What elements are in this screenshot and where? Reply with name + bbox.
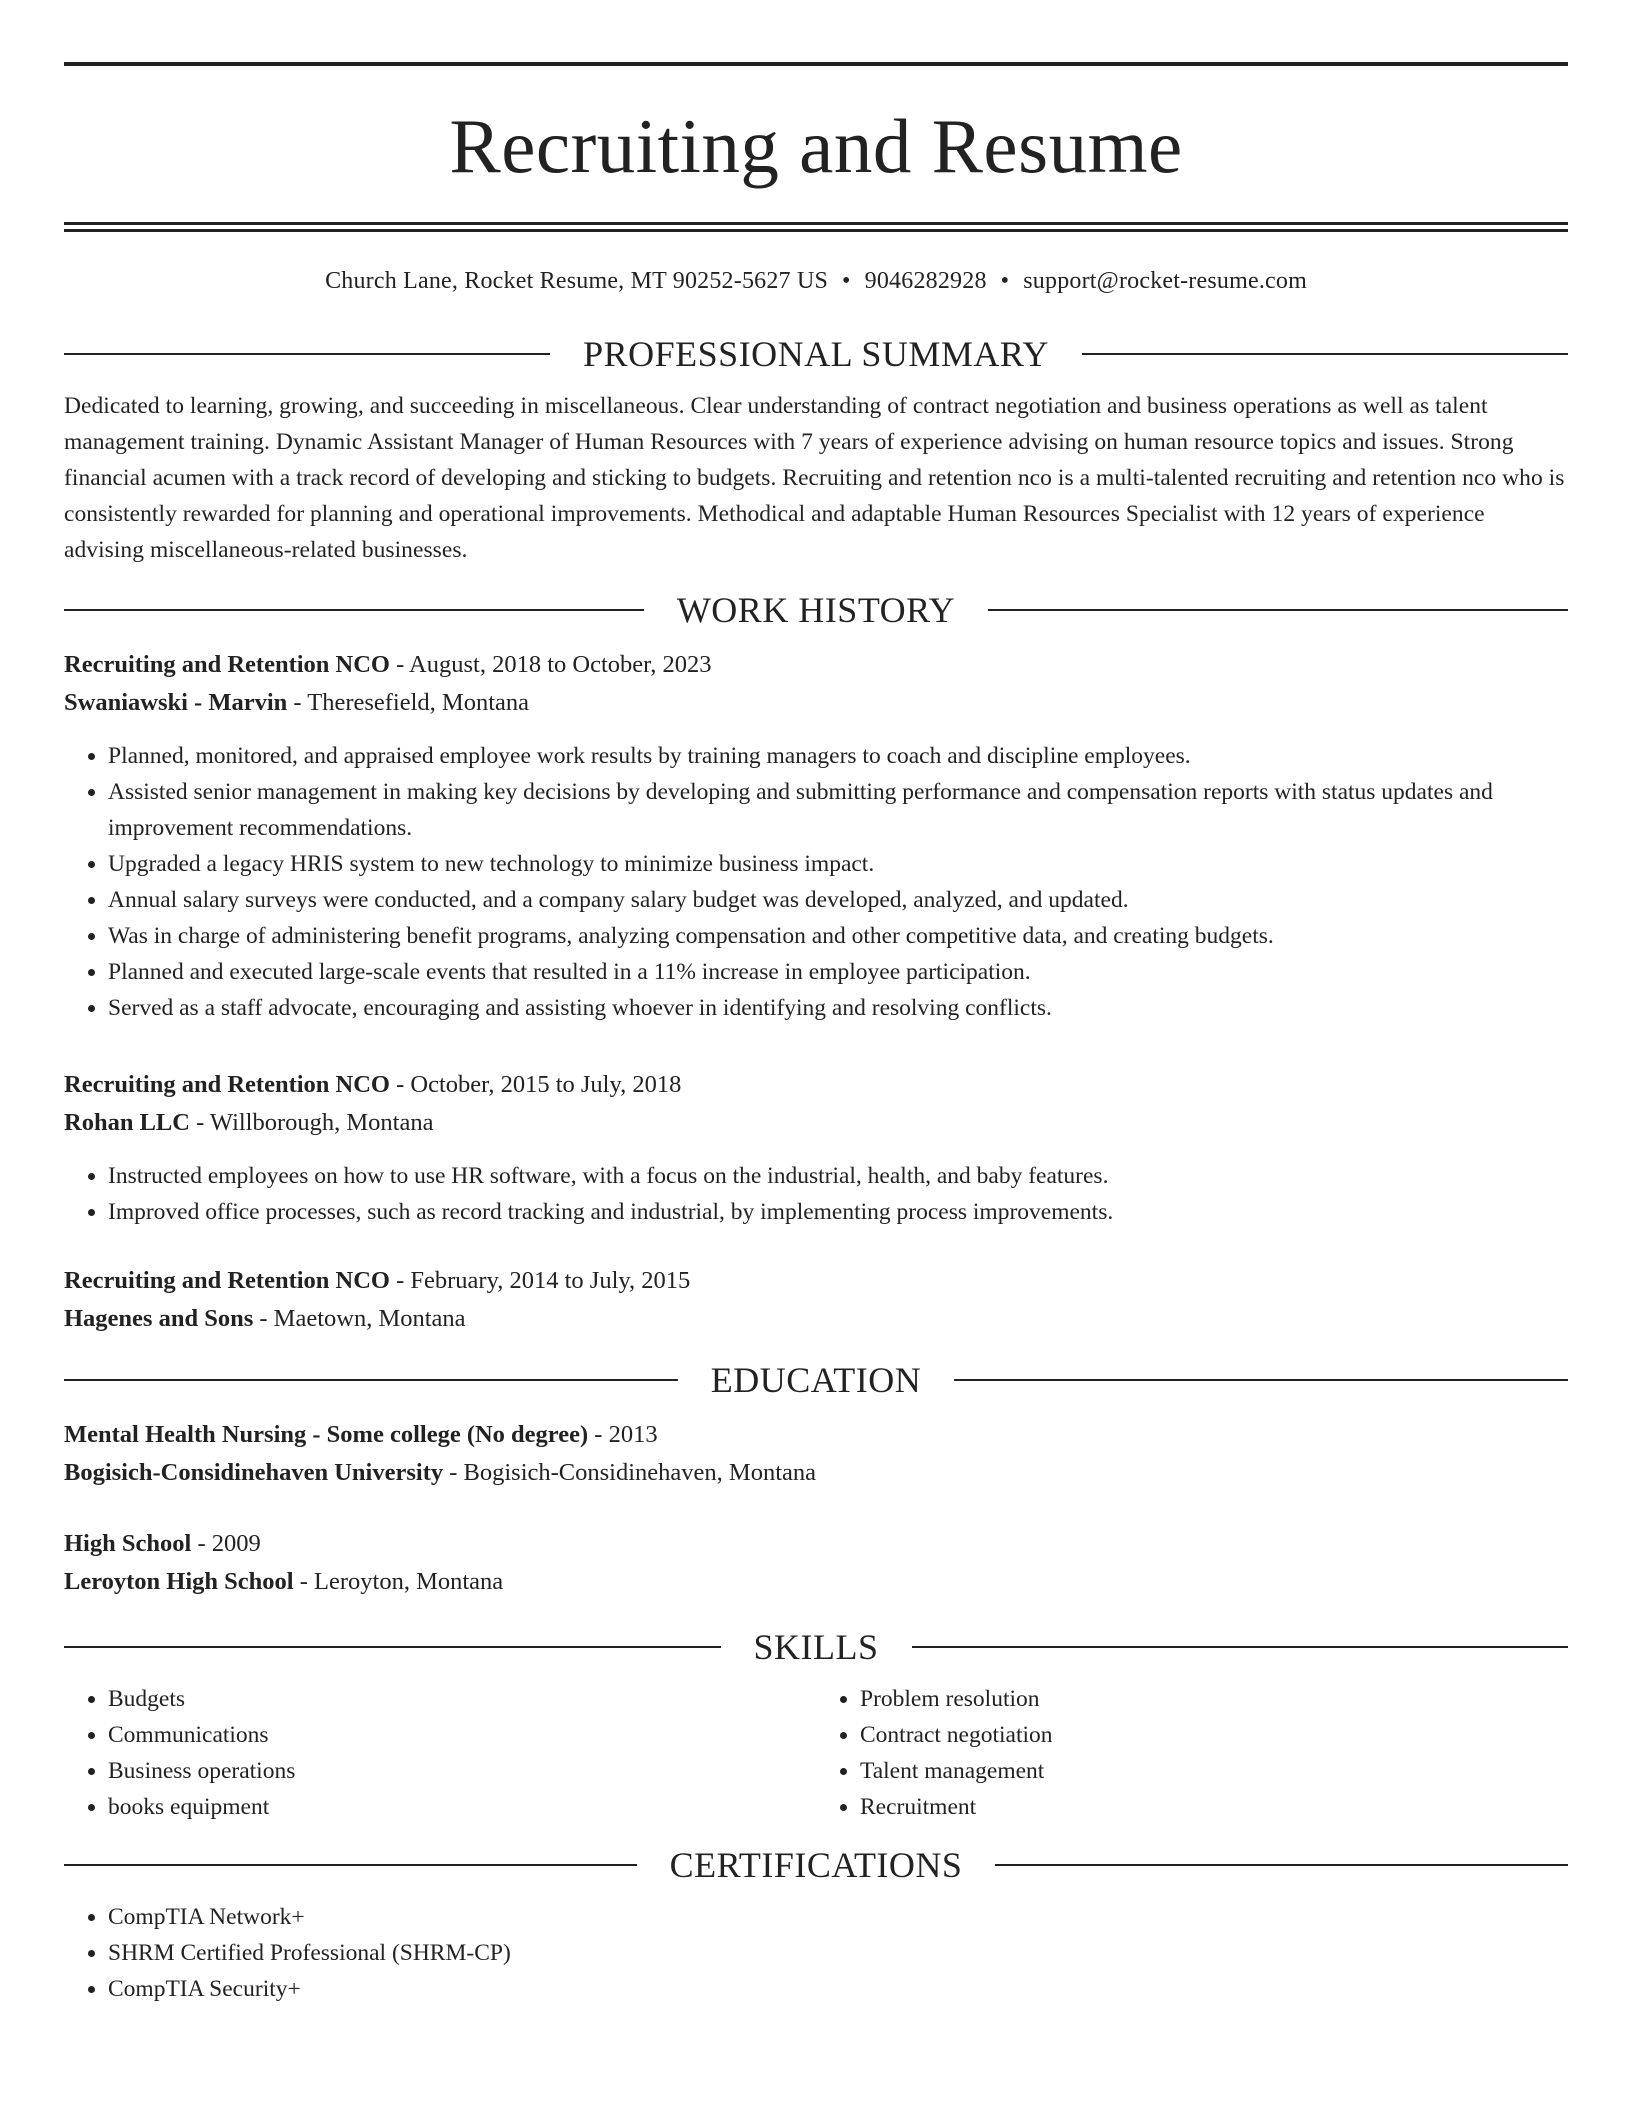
skill-item: • books equipment (108, 1789, 816, 1825)
job-role: Recruiting and Retention NCO (64, 1267, 390, 1294)
edu-year: - 2013 (588, 1421, 658, 1448)
skill-item: • Recruitment (860, 1789, 1568, 1825)
section-title: SKILLS (753, 1627, 879, 1667)
section-heading-skills (64, 1625, 1568, 1669)
resume-name: Recruiting and Resume (449, 103, 1183, 189)
job-role-line (64, 1262, 1568, 1300)
list-item: • Planned and executed large-scale events that resulted in a 11% increase in employee participation. (108, 954, 1568, 990)
edu-location: - Leroyton, Montana (293, 1568, 504, 1595)
edu-year: - 2009 (191, 1530, 261, 1557)
section-title: EDUCATION (710, 1360, 922, 1400)
skills-list-left (64, 1681, 816, 1825)
email[interactable]: support@rocket-resume.com (1023, 268, 1307, 294)
job-role-line (64, 646, 1568, 684)
edu-degree: High School (64, 1530, 192, 1557)
job-entry (64, 1066, 1568, 1230)
job-role: Recruiting and Retention NCO (64, 651, 390, 678)
job-location: - Theresefield, Montana (287, 689, 529, 716)
list-item: • Improved office processes, such as record tracking and industrial, by implementing process improvements. (108, 1194, 1568, 1230)
edu-degree-line (64, 1525, 1568, 1563)
section-title: WORK HISTORY (676, 590, 956, 630)
divider (64, 1646, 721, 1648)
summary-text: Dedicated to learning, growing, and succeeding in miscellaneous. Clear understanding of contract negotiation and business operations as well as talent management training. Dynamic Assistant Manager of Human Resources with 7 years of experience advising on human resource topics and issues. Strong financial acumen with a track record of developing and sticking to budgets. Recruiting and retention nco is a multi-talented recruiting and retention nco who is consistently rewarded for planning and operational improvements. Methodical and adaptable Human Resources Specialist with 12 years of experience advising miscellaneous-related businesses. (64, 393, 1565, 563)
job-entry (64, 1262, 1568, 1338)
job-location: - Willborough, Montana (189, 1109, 434, 1136)
divider (64, 353, 550, 355)
job-company: Swaniawski - Marvin (64, 689, 288, 716)
job-company-line (64, 1300, 1568, 1338)
skills-columns (64, 1681, 1568, 1825)
education-entry (64, 1525, 1568, 1601)
top-rule (64, 62, 1568, 66)
double-rule (64, 222, 1568, 232)
section-heading-summary (64, 332, 1568, 376)
separator: • (842, 268, 851, 294)
certification-item: • CompTIA Security+ (108, 1971, 1568, 2007)
certification-item: • SHRM Certified Professional (SHRM-CP) (108, 1935, 1568, 1971)
divider (1082, 353, 1568, 355)
skill-item: • Contract negotiation (860, 1717, 1568, 1753)
skill-item: • Communications (108, 1717, 816, 1753)
contact-line (64, 266, 1568, 296)
list-item: • Planned, monitored, and appraised employee work results by training managers to coach and discipline employees. (108, 738, 1568, 774)
job-dates: - August, 2018 to October, 2023 (389, 651, 712, 678)
job-company-line (64, 684, 1568, 722)
job-location: - Maetown, Montana (253, 1305, 466, 1332)
edu-school-line (64, 1454, 1568, 1492)
list-item: • Annual salary surveys were conducted, and a company salary budget was developed, analyzed, and updated. (108, 882, 1568, 918)
job-company-line (64, 1104, 1568, 1142)
skills-list-right (816, 1681, 1568, 1825)
section-heading-education (64, 1358, 1568, 1402)
skill-item: • Problem resolution (860, 1681, 1568, 1717)
certifications-list (64, 1899, 1568, 2007)
job-role: Recruiting and Retention NCO (64, 1071, 390, 1098)
edu-degree-line (64, 1416, 1568, 1454)
edu-location: - Bogisich-Considinehaven, Montana (443, 1459, 817, 1486)
section-title: PROFESSIONAL SUMMARY (583, 334, 1049, 374)
skill-item: • Business operations (108, 1753, 816, 1789)
job-dates: - October, 2015 to July, 2018 (389, 1071, 682, 1098)
section-heading-certifications (64, 1843, 1568, 1887)
edu-school: Leroyton High School (64, 1568, 294, 1595)
list-item: • Upgraded a legacy HRIS system to new technology to minimize business impact. (108, 846, 1568, 882)
section-title: CERTIFICATIONS (669, 1845, 963, 1885)
job-entry (64, 646, 1568, 1026)
list-item: • Instructed employees on how to use HR software, with a focus on the industrial, health, and baby features. (108, 1158, 1568, 1194)
job-company: Rohan LLC (64, 1109, 190, 1136)
phone: 9046282928 (864, 268, 987, 294)
divider (912, 1646, 1569, 1648)
job-company: Hagenes and Sons (64, 1305, 254, 1332)
divider (954, 1379, 1568, 1381)
skill-item: • Talent management (860, 1753, 1568, 1789)
job-bullets (64, 1158, 1568, 1230)
address: Church Lane, Rocket Resume, MT 90252-5627 US (325, 268, 829, 294)
list-item: • Assisted senior management in making key decisions by developing and submitting performance and compensation reports with status updates and improvement recommendations. (108, 774, 1568, 846)
education-entry (64, 1416, 1568, 1492)
divider (988, 609, 1568, 611)
skill-item: • Budgets (108, 1681, 816, 1717)
edu-degree: Mental Health Nursing - Some college (No degree) (64, 1421, 589, 1448)
list-item: • Was in charge of administering benefit programs, analyzing compensation and other competitive data, and creating budgets. (108, 918, 1568, 954)
divider (64, 1379, 678, 1381)
divider (64, 1864, 637, 1866)
section-heading-work (64, 588, 1568, 632)
job-dates: - February, 2014 to July, 2015 (389, 1267, 691, 1294)
separator: • (1000, 268, 1010, 294)
edu-school: Bogisich-Considinehaven University (64, 1459, 444, 1486)
job-bullets (64, 738, 1568, 1026)
certification-item: • CompTIA Network+ (108, 1899, 1568, 1935)
divider (995, 1864, 1568, 1866)
divider (64, 609, 644, 611)
list-item: • Served as a staff advocate, encouraging and assisting whoever in identifying and resolving conflicts. (108, 990, 1568, 1026)
job-role-line (64, 1066, 1568, 1104)
edu-school-line (64, 1563, 1568, 1601)
